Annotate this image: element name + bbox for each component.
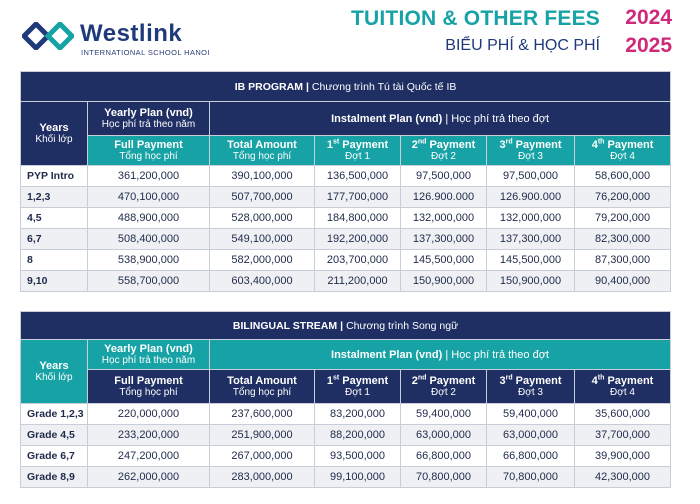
row-year-label: PYP Intro [21,166,88,187]
payment-4-header: 4th Payment Đợt 4 [575,370,671,404]
fee-cell-p1: 136,500,000 [315,166,401,187]
fee-cell-p2: 97,500,000 [401,166,487,187]
fee-cell-p4: 35,600,000 [575,404,671,425]
brand-subtitle: INTERNATIONAL SCHOOL HANOI [81,48,210,57]
instalment-plan-header: Instalment Plan (vnd) | Học phí trả theo đợt [210,340,671,370]
fee-cell-p2: 66,800,000 [401,446,487,467]
bilingual-header-row-1 [21,340,671,370]
fee-cell-total: 237,600,000 [210,404,315,425]
fee-cell-p2: 70,800,000 [401,467,487,488]
fee-cell-p1: 192,200,000 [315,229,401,250]
payment-1-header: 1st Payment Đợt 1 [315,370,401,404]
fee-cell-p1: 211,200,000 [315,271,401,292]
payment-2-header: 2nd Payment Đợt 2 [401,136,487,166]
years-header: Years Khối lớp [21,102,88,166]
fee-cell-total: 507,700,000 [210,187,315,208]
fee-cell-p3: 70,800,000 [487,467,575,488]
fee-cell-p1: 99,100,000 [315,467,401,488]
fee-cell-full: 488,900,000 [88,208,210,229]
bilingual-table-body [21,404,671,488]
row-year-label: Grade 4,5 [21,425,88,446]
fee-cell-p1: 177,700,000 [315,187,401,208]
table-row [21,166,671,187]
fee-cell-p4: 87,300,000 [575,250,671,271]
ib-header-row-2 [21,136,671,166]
bilingual-title-vi: Chương trình Song ngữ [346,319,459,332]
fee-cell-full: 262,000,000 [88,467,210,488]
fee-cell-p3: 59,400,000 [487,404,575,425]
page-header [0,0,700,66]
fee-cell-p4: 76,200,000 [575,187,671,208]
fee-cell-full: 538,900,000 [88,250,210,271]
fee-cell-p1: 93,500,000 [315,446,401,467]
ib-table-body [21,166,671,292]
fee-cell-p4: 82,300,000 [575,229,671,250]
table-row [21,446,671,467]
logo-mark-icon [22,22,74,50]
year-start: 2024 [625,6,672,29]
fee-cell-total: 549,100,000 [210,229,315,250]
fee-cell-p4: 90,400,000 [575,271,671,292]
fee-cell-p2: 132,000,000 [401,208,487,229]
table-row [21,425,671,446]
bilingual-title: BILINGUAL STREAM [232,319,338,332]
total-amount-header: Total Amount Tổng học phí [210,370,315,404]
fee-cell-full: 247,200,000 [88,446,210,467]
table-row [21,467,671,488]
fee-cell-total: 582,000,000 [210,250,315,271]
fee-cell-p4: 79,200,000 [575,208,671,229]
fee-cell-full: 470,100,000 [88,187,210,208]
fee-cell-p1: 184,800,000 [315,208,401,229]
years-header: Years Khối lớp [21,340,88,404]
table-row [21,271,671,292]
payment-3-header: 3rd Payment Đợt 3 [487,136,575,166]
fee-cell-full: 233,200,000 [88,425,210,446]
fee-cell-p3: 137,300,000 [487,229,575,250]
table-row [21,187,671,208]
fee-cell-p4: 39,900,000 [575,446,671,467]
fee-cell-total: 251,900,000 [210,425,315,446]
full-payment-header: Full Payment Tổng học phí [88,370,210,404]
payment-2-header: 2nd Payment Đợt 2 [401,370,487,404]
fee-cell-p2: 59,400,000 [401,404,487,425]
fee-cell-p4: 37,700,000 [575,425,671,446]
fee-cell-full: 220,000,000 [88,404,210,425]
row-year-label: 6,7 [21,229,88,250]
ib-title-vi: Chương trình Tú tài Quốc tế IB [311,80,457,93]
table-row [21,404,671,425]
fee-cell-p3: 145,500,000 [487,250,575,271]
row-year-label: Grade 6,7 [21,446,88,467]
fee-cell-p3: 97,500,000 [487,166,575,187]
payment-1-header: 1st Payment Đợt 1 [315,136,401,166]
fee-cell-total: 528,000,000 [210,208,315,229]
yearly-plan-header: Yearly Plan (vnd) Học phí trả theo năm [88,102,210,136]
full-payment-header: Full Payment Tổng học phí [88,136,210,166]
fee-cell-full: 558,700,000 [88,271,210,292]
year-end: 2025 [625,34,672,57]
row-year-label: 1,2,3 [21,187,88,208]
fee-cell-p2: 63,000,000 [401,425,487,446]
table-row [21,250,671,271]
fee-cell-full: 508,400,000 [88,229,210,250]
fee-cell-p1: 83,200,000 [315,404,401,425]
fee-cell-p2: 137,300,000 [401,229,487,250]
fee-cell-p2: 126.900.000 [401,187,487,208]
ib-fees-table [20,71,671,292]
fee-cell-total: 603,400,000 [210,271,315,292]
row-year-label: Grade 1,2,3 [21,404,88,425]
bilingual-header-row-2 [21,370,671,404]
fee-cell-p3: 150,900,000 [487,271,575,292]
ib-banner: IB PROGRAM | Chương trình Tú tài Quốc tế IB [21,72,671,102]
fee-cell-p3: 63,000,000 [487,425,575,446]
fee-cell-p1: 203,700,000 [315,250,401,271]
fee-cell-total: 390,100,000 [210,166,315,187]
total-amount-header: Total Amount Tổng học phí [210,136,315,166]
brand-name: Westlink [80,20,183,47]
fee-cell-p3: 66,800,000 [487,446,575,467]
row-year-label: Grade 8,9 [21,467,88,488]
fee-cell-full: 361,200,000 [88,166,210,187]
row-year-label: 9,10 [21,271,88,292]
instalment-plan-header: Instalment Plan (vnd) | Học phí trả theo đợt [210,102,671,136]
bilingual-fees-table [20,311,671,488]
row-year-label: 4,5 [21,208,88,229]
fee-cell-p2: 150,900,000 [401,271,487,292]
page-title: TUITION & OTHER FEES [350,7,600,30]
fee-cell-total: 267,000,000 [210,446,315,467]
payment-4-header: 4th Payment Đợt 4 [575,136,671,166]
fee-cell-p1: 88,200,000 [315,425,401,446]
ib-title: IB PROGRAM [234,80,303,93]
fee-cell-p3: 132,000,000 [487,208,575,229]
fee-cell-p2: 145,500,000 [401,250,487,271]
westlink-logo [22,18,222,58]
bilingual-banner: BILINGUAL STREAM | Chương trình Song ngữ [21,312,671,340]
payment-3-header: 3rd Payment Đợt 3 [487,370,575,404]
ib-header-row-1 [21,102,671,136]
table-row [21,229,671,250]
page-title-vi: BIỂU PHÍ & HỌC PHÍ [445,37,600,54]
fee-cell-p4: 58,600,000 [575,166,671,187]
fee-cell-total: 283,000,000 [210,467,315,488]
yearly-plan-header: Yearly Plan (vnd) Học phí trả theo năm [88,340,210,370]
fee-cell-p3: 126.900.000 [487,187,575,208]
table-row [21,208,671,229]
row-year-label: 8 [21,250,88,271]
fee-cell-p4: 42,300,000 [575,467,671,488]
